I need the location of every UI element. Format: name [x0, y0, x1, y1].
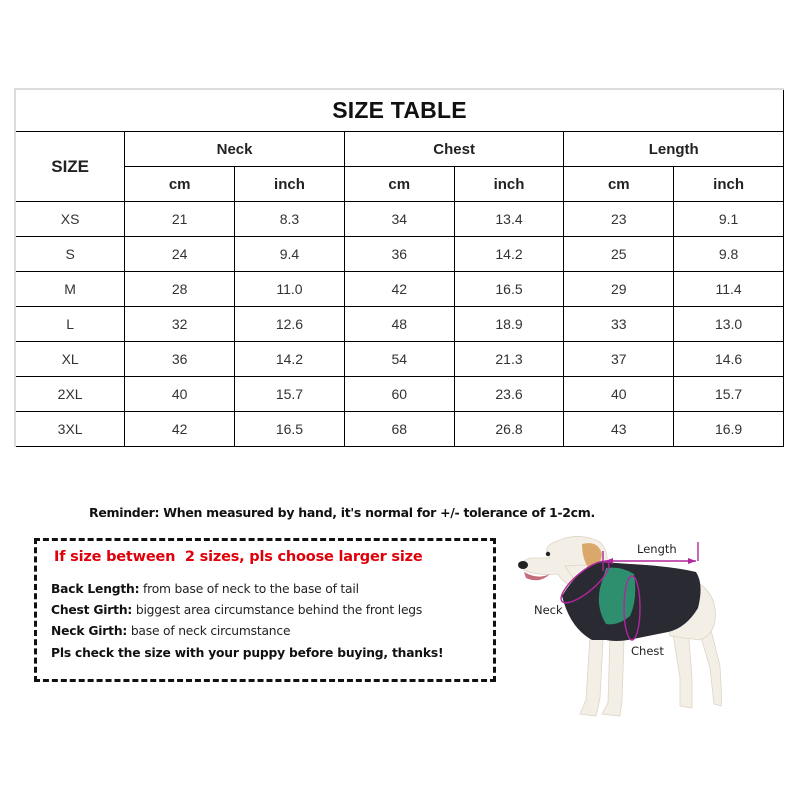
chest-inch-cell: 13.4 [454, 202, 564, 237]
table-row [15, 307, 784, 342]
neck-inch-cell: 14.2 [235, 342, 345, 377]
definition-term: Back Length: [51, 582, 140, 596]
table-row [15, 412, 784, 447]
size-cell: XL [15, 342, 125, 377]
chest-cm-cell: 54 [344, 342, 454, 377]
unit-header: cm [344, 167, 454, 202]
tolerance-reminder: Reminder: When measured by hand, it's normal for +/- tolerance of 1-2cm. [89, 505, 595, 520]
length-inch-cell: 11.4 [674, 272, 784, 307]
size-cell: 2XL [15, 377, 125, 412]
length-cm-cell: 25 [564, 237, 674, 272]
chest-label: Chest [631, 644, 664, 658]
neck-inch-cell: 12.6 [235, 307, 345, 342]
chest-cm-cell: 68 [344, 412, 454, 447]
chest-cm-cell: 34 [344, 202, 454, 237]
chest-cm-cell: 48 [344, 307, 454, 342]
size-cell: S [15, 237, 125, 272]
neck-label: Neck [534, 603, 563, 617]
size-cell: L [15, 307, 125, 342]
length-inch-cell: 16.9 [674, 412, 784, 447]
neck-cm-cell: 28 [125, 272, 235, 307]
neck-inch-cell: 16.5 [235, 412, 345, 447]
size-table [14, 88, 784, 447]
definition-term: Neck Girth: [51, 624, 128, 638]
length-cm-cell: 40 [564, 377, 674, 412]
size-advice-headline: If size between 2 sizes, pls choose larger size [54, 549, 423, 565]
unit-header: inch [674, 167, 784, 202]
closing-advice: Pls check the size with your puppy before buying, thanks! [51, 646, 444, 660]
length-inch-cell: 14.6 [674, 342, 784, 377]
dog-in-coat-illustration [510, 528, 722, 723]
definition-text: from base of neck to the base of tail [139, 582, 359, 596]
neck-girth-definition [51, 624, 290, 638]
table-row [15, 272, 784, 307]
neck-cm-cell: 36 [125, 342, 235, 377]
group-header-neck: Neck [125, 132, 345, 167]
length-inch-cell: 9.1 [674, 202, 784, 237]
unit-header: inch [454, 167, 564, 202]
neck-inch-cell: 11.0 [235, 272, 345, 307]
unit-header: cm [125, 167, 235, 202]
definition-text: biggest area circumstance behind the front legs [132, 603, 423, 617]
length-cm-cell: 37 [564, 342, 674, 377]
sizing-note-box [34, 538, 496, 682]
length-inch-cell: 13.0 [674, 307, 784, 342]
neck-inch-cell: 9.4 [235, 237, 345, 272]
neck-cm-cell: 42 [125, 412, 235, 447]
unit-header: inch [235, 167, 345, 202]
chest-inch-cell: 26.8 [454, 412, 564, 447]
group-header-length: Length [564, 132, 784, 167]
neck-inch-cell: 8.3 [235, 202, 345, 237]
unit-header: cm [564, 167, 674, 202]
table-title: SIZE TABLE [15, 89, 784, 132]
group-header-chest: Chest [344, 132, 564, 167]
length-inch-cell: 9.8 [674, 237, 784, 272]
chest-inch-cell: 23.6 [454, 377, 564, 412]
back-length-definition [51, 582, 359, 596]
chest-inch-cell: 18.9 [454, 307, 564, 342]
length-inch-cell: 15.7 [674, 377, 784, 412]
neck-cm-cell: 21 [125, 202, 235, 237]
table-row [15, 342, 784, 377]
table-row [15, 202, 784, 237]
definition-text: base of neck circumstance [127, 624, 291, 638]
size-header: SIZE [15, 132, 125, 202]
neck-cm-cell: 24 [125, 237, 235, 272]
chest-inch-cell: 21.3 [454, 342, 564, 377]
chest-cm-cell: 42 [344, 272, 454, 307]
chest-girth-definition [51, 603, 422, 617]
neck-cm-cell: 32 [125, 307, 235, 342]
length-cm-cell: 33 [564, 307, 674, 342]
chest-cm-cell: 60 [344, 377, 454, 412]
length-label: Length [637, 542, 677, 556]
size-cell: 3XL [15, 412, 125, 447]
definition-term: Chest Girth: [51, 603, 133, 617]
table-row [15, 237, 784, 272]
chest-inch-cell: 16.5 [454, 272, 564, 307]
length-cm-cell: 43 [564, 412, 674, 447]
table-row [15, 377, 784, 412]
size-cell: XS [15, 202, 125, 237]
dog-measurement-figure [510, 528, 722, 723]
chest-cm-cell: 36 [344, 237, 454, 272]
neck-inch-cell: 15.7 [235, 377, 345, 412]
neck-cm-cell: 40 [125, 377, 235, 412]
length-cm-cell: 29 [564, 272, 674, 307]
chest-inch-cell: 14.2 [454, 237, 564, 272]
length-cm-cell: 23 [564, 202, 674, 237]
size-cell: M [15, 272, 125, 307]
